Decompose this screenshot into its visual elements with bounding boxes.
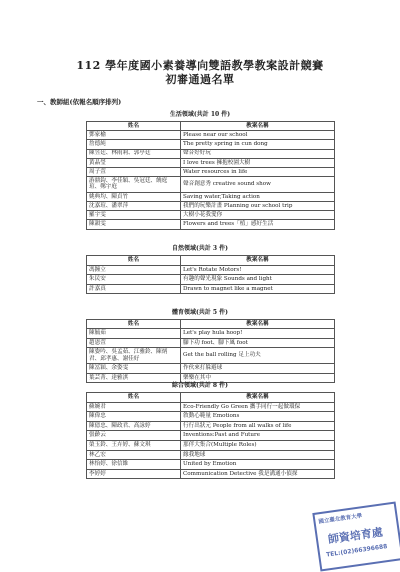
- table-header-row: [87, 320, 335, 329]
- stamp-line-3: TEL:(02)66396688: [325, 543, 388, 559]
- category-heading: 綜合領域(共計 8 件): [171, 382, 229, 389]
- stamp-line-1: 國立臺北教育大學: [318, 513, 363, 526]
- lesson-plan-title: 敘動心範量 Emotions: [181, 412, 335, 422]
- table-row: [87, 265, 335, 275]
- lesson-plan-title: 聲音創意秀 creative sound show: [181, 177, 335, 193]
- teacher-names: 馮鐘立: [87, 265, 181, 275]
- lesson-plan-title: Inventions:Past and Future: [181, 431, 335, 441]
- table-row: [87, 431, 335, 441]
- lesson-plan-title: 有趣的聲光現象 Sounds and light: [181, 275, 335, 285]
- official-seal-stamp: [312, 501, 400, 571]
- lesson-plan-title: 聲音好好玩: [181, 149, 335, 158]
- teacher-names: 蘇婉君: [87, 402, 181, 412]
- lesson-plan-title: United by Emotion: [181, 460, 335, 470]
- lesson-plan-title: 行行出狀元 People from all walks of life: [181, 421, 335, 431]
- teacher-names: 陳毓茹: [87, 329, 181, 338]
- table-row: [87, 338, 335, 347]
- header-name: 姓名: [87, 122, 181, 131]
- category-heading: 體育領域(共計 5 件): [171, 309, 229, 316]
- lesson-plan-title: Flowers and trees「植」感好生活: [181, 220, 335, 229]
- table-row: [87, 469, 335, 479]
- table-row: [87, 149, 335, 158]
- header-plan: 教案名稱: [181, 393, 335, 403]
- lesson-plan-title: Drawn to magnet like a magnet: [181, 284, 335, 294]
- table-row: [87, 192, 335, 201]
- teacher-names: 陳冨穎、余姿雯: [87, 364, 181, 373]
- lesson-plan-title: Let's play hula hoop!: [181, 329, 335, 338]
- teacher-names: 張齡云: [87, 431, 181, 441]
- category-table: [86, 121, 335, 230]
- table-row: [87, 167, 335, 176]
- category-table: [86, 255, 335, 294]
- section-title: 一、教師組(依報名順序排列): [37, 98, 122, 106]
- lesson-plan-title: 緣我地球: [181, 450, 335, 460]
- teacher-names: 羅宇雯: [87, 211, 181, 220]
- lesson-plan-title: Communication Detective 我是溝通小偵探: [181, 469, 335, 479]
- table-row: [87, 158, 335, 167]
- lesson-plan-title: The pretty spring in cun dong: [181, 140, 335, 149]
- teacher-names: 許嘉真: [87, 284, 181, 294]
- table-row: [87, 201, 335, 210]
- lesson-plan-title: 我們的玩樂計畫 Planning our school trip: [181, 201, 335, 210]
- table-row: [87, 220, 335, 229]
- teacher-names: 李婷婷: [87, 469, 181, 479]
- category-table: [86, 392, 335, 479]
- table-header-row: [87, 256, 335, 266]
- lesson-plan-title: Eco-Friendly Go Green 攜手同行一起做環保: [181, 402, 335, 412]
- lesson-plan-title: Please near our school: [181, 131, 335, 140]
- teacher-names: 朱民安: [87, 275, 181, 285]
- lesson-plan-title: 那伴大集合(Multiple Roles): [181, 440, 335, 450]
- header-name: 姓名: [87, 256, 181, 266]
- table-row: [87, 460, 335, 470]
- table-row: [87, 348, 335, 364]
- teacher-names: 榮玉鈴、王卉婷、蘇文琪: [87, 440, 181, 450]
- teacher-names: 林怡婷、徐信維: [87, 460, 181, 470]
- teacher-names: 周子萱: [87, 167, 181, 176]
- table-row: [87, 131, 335, 140]
- teacher-names: 趙恩萱: [87, 338, 181, 347]
- table-row: [87, 275, 335, 285]
- lesson-plan-title: 樂樂在其中: [181, 373, 335, 382]
- teacher-names: 林乙宏: [87, 450, 181, 460]
- teacher-names: 陳韻雯: [87, 220, 181, 229]
- document-title: 112 學年度國小素養導向雙語教學教案設計競賽: [76, 59, 324, 72]
- table-header-row: [87, 393, 335, 403]
- table-row: [87, 412, 335, 422]
- teacher-names: 鄧家榆: [87, 131, 181, 140]
- lesson-plan-title: Water resources in life: [181, 167, 335, 176]
- teacher-names: 陳姿吟、吳孟茹、江雅鈴、陳炳君、邱孝惠、謝佳好: [87, 348, 181, 364]
- teacher-names: 陳偉忠: [87, 412, 181, 422]
- teacher-names: 游鼎鈞、李佳穎、吳冠廷、饒庭瑄、鄭宇庭: [87, 177, 181, 193]
- category-heading: 自然領域(共計 3 件): [171, 245, 229, 252]
- table-row: [87, 140, 335, 149]
- document-subtitle: 初審通過名單: [165, 73, 235, 86]
- teacher-names: 沈嘉瑄、潘翠萍: [87, 201, 181, 210]
- teacher-names: 陳億忠、陳政君、高詠婷: [87, 421, 181, 431]
- table-row: [87, 211, 335, 220]
- table-row: [87, 329, 335, 338]
- stamp-line-2: 師資培育處: [327, 525, 384, 547]
- teacher-names: 葉芸菁、達雅淇: [87, 373, 181, 382]
- table-row: [87, 450, 335, 460]
- lesson-plan-title: 大樹小花我愛你: [181, 211, 335, 220]
- teacher-names: 詹德純: [87, 140, 181, 149]
- table-header-row: [87, 122, 335, 131]
- table-row: [87, 177, 335, 193]
- teacher-names: 黃晶瑩: [87, 158, 181, 167]
- teacher-names: 姚典均、陳貞竹: [87, 192, 181, 201]
- header-name: 姓名: [87, 320, 181, 329]
- header-plan: 教案名稱: [181, 122, 335, 131]
- table-row: [87, 364, 335, 373]
- header-plan: 教案名稱: [181, 256, 335, 266]
- table-row: [87, 421, 335, 431]
- table-row: [87, 402, 335, 412]
- header-plan: 教案名稱: [181, 320, 335, 329]
- lesson-plan-title: Saving water,Taking action: [181, 192, 335, 201]
- teacher-names: 陳昱廷、林雨莉、郭亭廷: [87, 149, 181, 158]
- lesson-plan-title: 腳下功 foot、腳下風 foot: [181, 338, 335, 347]
- lesson-plan-title: Get the ball rolling 足上功夫: [181, 348, 335, 364]
- category-table: [86, 319, 335, 383]
- lesson-plan-title: Let's Rotate Motors!: [181, 265, 335, 275]
- header-name: 姓名: [87, 393, 181, 403]
- lesson-plan-title: I love trees 擁抱校園大樹: [181, 158, 335, 167]
- table-row: [87, 284, 335, 294]
- category-heading: 生活領域(共計 10 件): [169, 111, 231, 118]
- table-row: [87, 440, 335, 450]
- lesson-plan-title: 作伙來打躲避球: [181, 364, 335, 373]
